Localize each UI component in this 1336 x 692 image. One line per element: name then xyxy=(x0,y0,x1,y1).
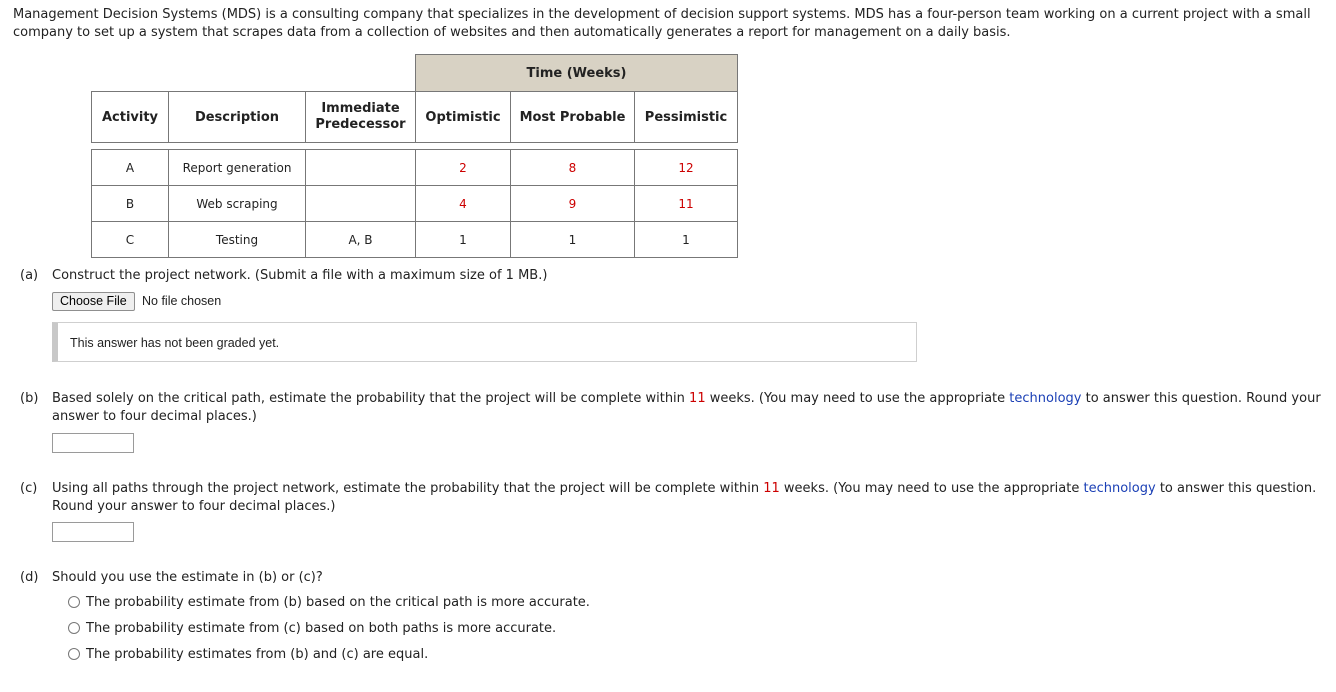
problem-intro: Management Decision Systems (MDS) is a consulting company that specializes in the development of decision support systems. MDS has a four-person team working on a current project with a small company to set up a system that scrapes data from a collection of websites and then automatically generates a report for management on a daily basis. xyxy=(13,7,1311,40)
predecessor-header xyxy=(306,92,416,143)
option-label: The probability estimates from (b) and (c) are equal. xyxy=(86,647,429,662)
predecessor-cell: A, B xyxy=(306,222,416,258)
table-row xyxy=(92,222,738,258)
most-probable-header: Most Probable xyxy=(511,92,635,143)
part-d-option-2[interactable] xyxy=(68,620,556,638)
most-probable-cell: 9 xyxy=(511,186,635,222)
option-label: The probability estimate from (c) based on both paths is more accurate. xyxy=(86,621,557,636)
most-probable-cell: 1 xyxy=(511,222,635,258)
time-weeks-header: Time (Weeks) xyxy=(416,55,738,92)
table-row xyxy=(92,186,738,222)
optimistic-header: Optimistic xyxy=(416,92,511,143)
part-a-question xyxy=(20,267,547,285)
activity-cell: A xyxy=(92,150,169,186)
pessimistic-cell: 11 xyxy=(635,186,738,222)
optimistic-cell: 4 xyxy=(416,186,511,222)
part-c-text-2: weeks. (You may need to use the appropriate xyxy=(779,481,1084,496)
pessimistic-header: Pessimistic xyxy=(635,92,738,143)
part-c-label: (c) xyxy=(20,481,38,496)
description-cell: Web scraping xyxy=(169,186,306,222)
pessimistic-cell: 1 xyxy=(635,222,738,258)
table-row xyxy=(92,150,738,186)
graded-note: This answer has not been graded yet. xyxy=(52,322,917,362)
predecessor-cell xyxy=(306,150,416,186)
activity-cell: B xyxy=(92,186,169,222)
part-c-question xyxy=(20,480,1332,516)
part-b-label: (b) xyxy=(20,391,39,406)
option-label: The probability estimate from (b) based on the critical path is more accurate. xyxy=(86,595,590,610)
description-header: Description xyxy=(169,92,306,143)
predecessor-header-line1: Immediate xyxy=(321,101,400,116)
part-b-answer-input[interactable] xyxy=(52,433,134,453)
part-b-weeks: 11 xyxy=(689,391,706,406)
part-d-option-1[interactable] xyxy=(68,594,590,612)
part-b-text-1: Based solely on the critical path, estimate the probability that the project will be complete within xyxy=(52,391,690,406)
activity-header: Activity xyxy=(92,92,169,143)
description-cell: Testing xyxy=(169,222,306,258)
activity-cell: C xyxy=(92,222,169,258)
choose-file-button[interactable]: Choose File xyxy=(52,292,135,311)
file-status-text: No file chosen xyxy=(142,294,222,308)
part-c-text-1: Using all paths through the project network, estimate the probability that the project will be complete within xyxy=(52,481,764,496)
part-c-answer-input[interactable] xyxy=(52,522,134,542)
part-c-text-3: to answer this question. Round your answer to four decimal places.) xyxy=(52,481,1317,514)
most-probable-cell: 8 xyxy=(511,150,635,186)
description-cell: Report generation xyxy=(169,150,306,186)
part-b-text-2: weeks. (You may need to use the appropriate xyxy=(705,391,1010,406)
part-d-text: Should you use the estimate in (b) or (c)? xyxy=(52,570,323,585)
technology-link[interactable]: technology xyxy=(1083,481,1156,496)
part-b-question xyxy=(20,390,1332,426)
part-c-weeks: 11 xyxy=(763,481,780,496)
technology-link[interactable]: technology xyxy=(1009,391,1082,406)
part-d-option-3[interactable] xyxy=(68,646,428,664)
part-a-text: Construct the project network. (Submit a file with a maximum size of 1 MB.) xyxy=(52,268,548,283)
optimistic-cell: 1 xyxy=(416,222,511,258)
part-b-text-3: to answer this question. Round your answer to four decimal places.) xyxy=(52,391,1321,424)
part-d-label: (d) xyxy=(20,570,39,585)
part-d-question xyxy=(20,569,323,587)
predecessor-header-line2: Predecessor xyxy=(315,117,406,132)
radio-button[interactable] xyxy=(68,622,80,634)
optimistic-cell: 2 xyxy=(416,150,511,186)
radio-button[interactable] xyxy=(68,648,80,660)
predecessor-cell xyxy=(306,186,416,222)
radio-button[interactable] xyxy=(68,596,80,608)
pessimistic-cell: 12 xyxy=(635,150,738,186)
activity-table xyxy=(91,54,738,258)
part-a-label: (a) xyxy=(20,268,39,283)
